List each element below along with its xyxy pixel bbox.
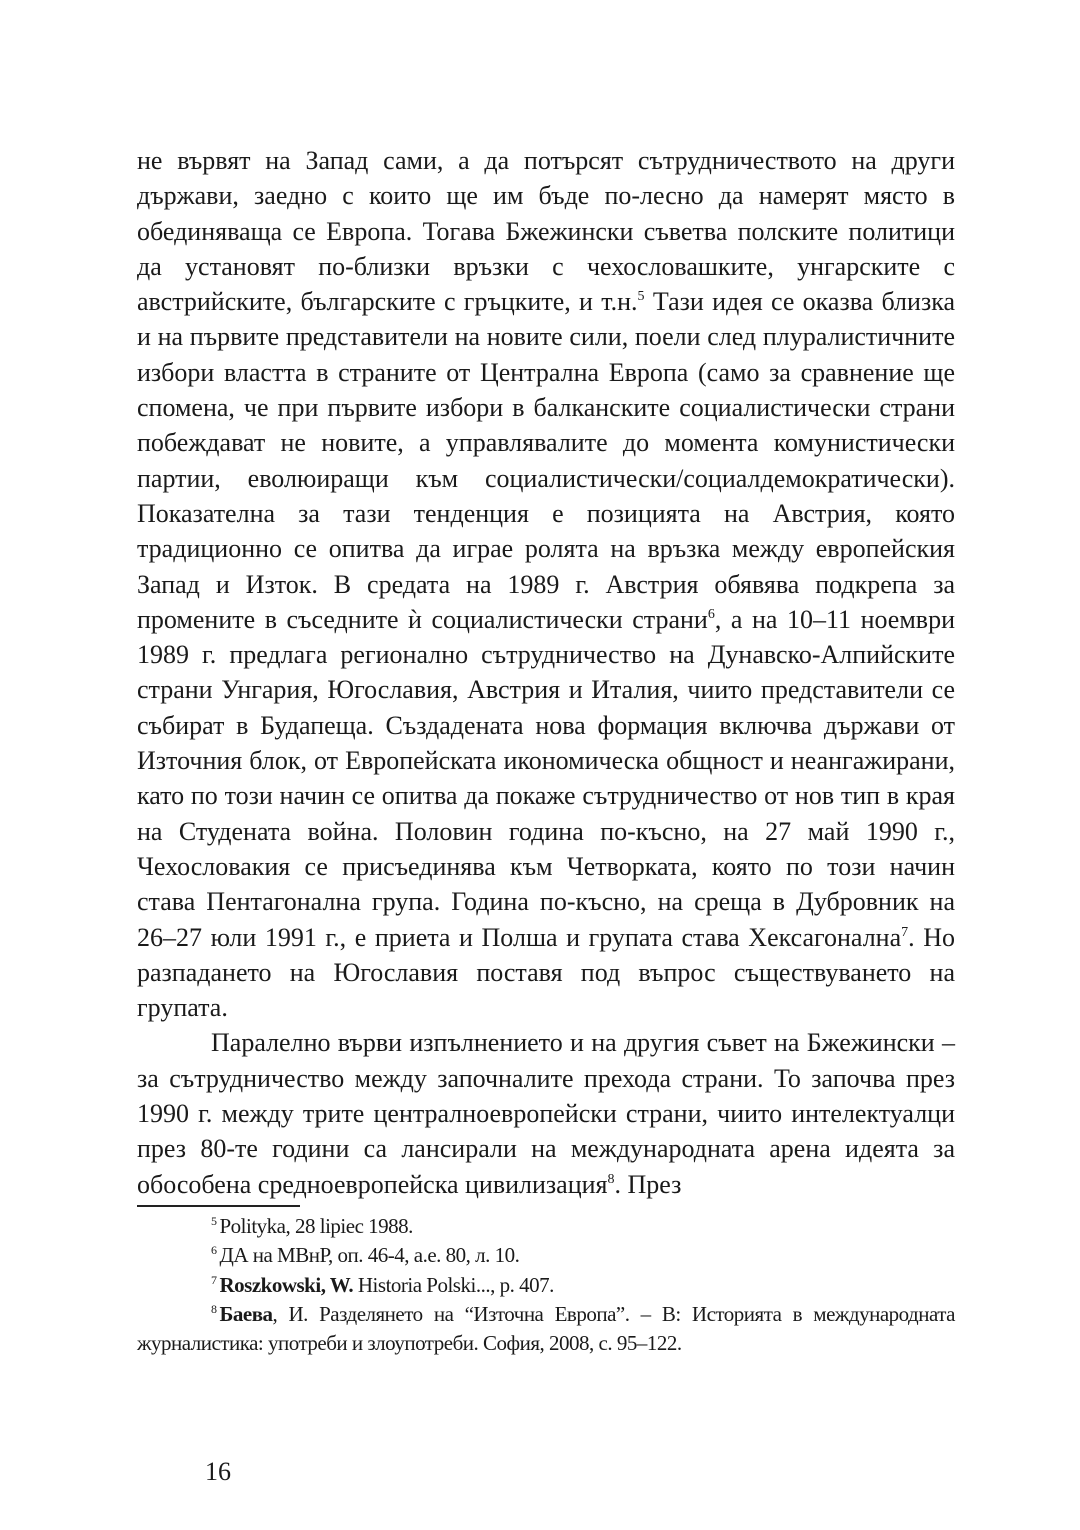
paragraph-2 bbox=[137, 1025, 955, 1201]
paragraph-1 bbox=[137, 143, 955, 1025]
text-segment: . Но разпадането на Югославия поставя под въпрос съществуването на групата. bbox=[137, 922, 956, 1023]
footnote-number: 8 bbox=[211, 1301, 217, 1316]
footnote-7 bbox=[137, 1271, 955, 1300]
footnote-number: 7 bbox=[211, 1272, 217, 1287]
text-segment: . През bbox=[614, 1169, 682, 1199]
footnote-8 bbox=[137, 1300, 955, 1359]
footnote-author: Roszkowski, W. bbox=[219, 1272, 354, 1297]
footnote-separator bbox=[137, 1205, 300, 1207]
footnote-text: ДА на МВнР, оп. 46-4, а.е. 80, л. 10. bbox=[219, 1243, 520, 1268]
page-number: 16 bbox=[205, 1457, 231, 1486]
footnotes bbox=[137, 1212, 955, 1358]
footnote-author: Баева bbox=[219, 1301, 273, 1326]
text-segment: не вървят на Запад сами, а да потърсят сътрудничеството на други държави, заедно с които ще им бъде по-лесно да намерят място в обединяваща се Европа. Тогава Бжежински съветва полските политици да установят по-близки връзки с чехословашките, унгарските с австрийските, българските с гръцките, и т.н. bbox=[137, 146, 955, 317]
footnote-ref-7: 7 bbox=[901, 924, 909, 940]
footnote-5 bbox=[137, 1212, 955, 1241]
footnote-ref-5: 5 bbox=[637, 289, 645, 305]
footnote-text: Historia Polski..., p. 407. bbox=[353, 1272, 554, 1297]
main-text bbox=[137, 143, 955, 1202]
footnote-ref-6: 6 bbox=[707, 606, 715, 622]
footnote-text: , И. Разделянето на “Източна Европа”. – В: Историята в международната журналистика: употреби и злоупотреби. София, 2008, с. 95–122. bbox=[137, 1301, 955, 1356]
footnote-number: 6 bbox=[211, 1243, 217, 1258]
footnote-text: Polityka, 28 lipiec 1988. bbox=[219, 1214, 413, 1238]
text-segment: Тази идея се оказва близка и на първите представители на новите сили, поели след плуралистичните избори властта в страните от Централна Европа (само за сравнение ще спомена, че при първите избори в балканските социалистически страни побеждават не новите, а управлявалите до момента комунистически партии, еволюиращи към социалистически/социалдемократически). Показателна за тази тенденция е позицията на Австрия, която традиционно се опитва да играе ролята на връзка между европейския Запад и Изток. В средата на 1989 г. Австрия обявява подкрепа за промените в съседните ѝ социалистически страни bbox=[137, 287, 955, 634]
footnote-number: 5 bbox=[211, 1214, 217, 1228]
text-segment: , а на 10–11 ноември 1989 г. предлага регионално сътрудничество на Дунавско-Алпийските страни Унгария, Югославия, Австрия и Италия, чиито представители се събират в Будапеща. Създадената нова формация включва държави от Източния блок, от Европейската икономическа общност и неангажирани, като по този начин се опитва да покаже сътрудничество от нов тип в края на Студената война. Половин година по-късно, на 27 май 1990 г., Чехословакия се присъединява към Четворката, която по този начин става Пентагонална група. Година по-късно, на среща в Дубровник на 26–27 юли 1991 г., е приета и Полша и групата става Хексагонална bbox=[137, 604, 955, 952]
text-segment: Паралелно върви изпълнението и на другия съвет на Бжежински – за сътрудничество между започналите прехода страни. То започва през 1990 г. между трите централноевропейски страни, чиито интелектуалци през 80-те години са лансирали на международната арена идеята за обособена средноевропейска цивилизация bbox=[137, 1028, 955, 1199]
footnote-6 bbox=[137, 1241, 955, 1270]
footnote-ref-8: 8 bbox=[607, 1171, 615, 1187]
